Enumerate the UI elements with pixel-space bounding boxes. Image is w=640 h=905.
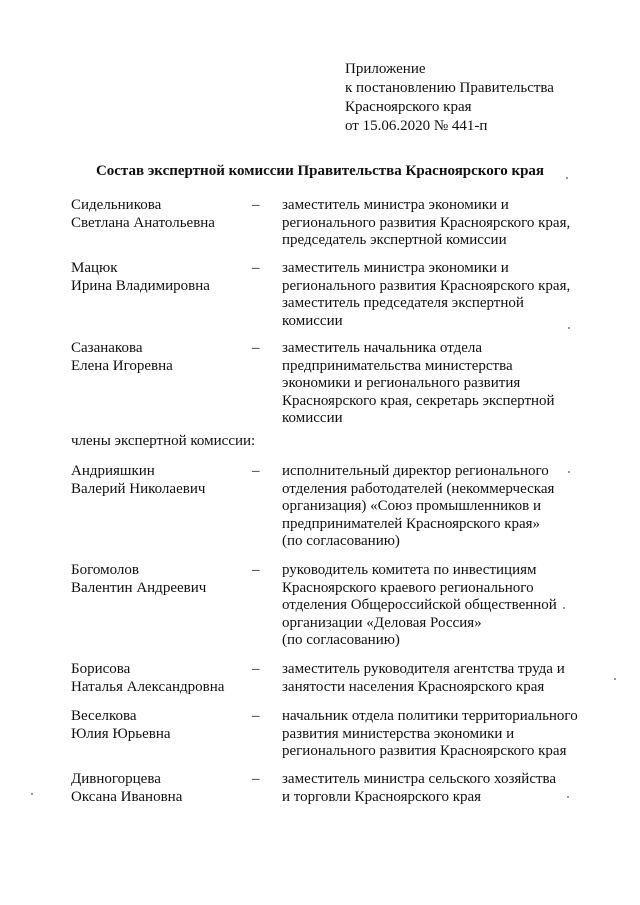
document-title: Состав экспертной комиссии Правительства Красноярского края xyxy=(95,163,545,179)
dash: – xyxy=(252,708,260,724)
scan-speck xyxy=(567,796,569,798)
approval-line: Приложение xyxy=(345,61,426,77)
member-role: заместитель министра сельского хозяйства и торговли Красноярского края xyxy=(282,771,557,805)
member-role: заместитель министра экономики и регионального развития Красноярского края, заместитель председателя экспертной комиссии xyxy=(282,260,571,329)
scan-speck xyxy=(31,793,33,795)
dash: – xyxy=(252,562,260,578)
member-role: руководитель комитета по инвестициям Красноярского краевого регионального отделения Общероссийской общественной организации «Деловая Россия» (по согласованию) xyxy=(282,562,557,648)
scan-speck xyxy=(568,471,570,473)
approval-line: Красноярского края xyxy=(345,99,472,115)
member-name: Андрияшкин Валерий Николаевич xyxy=(71,463,206,497)
dash: – xyxy=(252,463,260,479)
member-role: заместитель министра экономики и регионального развития Красноярского края, председатель экспертной комиссии xyxy=(282,197,571,248)
member-name: Веселкова Юлия Юрьевна xyxy=(71,708,171,742)
dash: – xyxy=(252,661,260,677)
dash: – xyxy=(252,260,260,276)
approval-line: к постановлению Правительства xyxy=(345,80,554,96)
scan-speck xyxy=(614,678,616,680)
member-name: Богомолов Валентин Андреевич xyxy=(71,562,207,596)
member-role: заместитель начальника отдела предпринимательства министерства экономики и регионального развития Красноярского края, секретарь экспертной комиссии xyxy=(282,340,555,426)
dash: – xyxy=(252,340,260,356)
scan-speck xyxy=(566,177,568,179)
member-role: исполнительный директор регионального отделения работодателей (некоммерческая организация) «Союз промышленников и предпринимателей Красноярского края» (по согласованию) xyxy=(282,463,555,549)
members-heading: члены экспертной комиссии: xyxy=(71,433,256,449)
member-role: начальник отдела политики территориального развития министерства экономики и регионального развития Красноярского края xyxy=(282,708,578,759)
approval-line: от 15.06.2020 № 441-п xyxy=(345,118,488,134)
member-name: Дивногорцева Оксана Ивановна xyxy=(71,771,183,805)
approval-block xyxy=(345,60,554,136)
scan-speck xyxy=(563,607,565,609)
member-name: Мацюк Ирина Владимировна xyxy=(71,260,210,294)
member-name: Борисова Наталья Александровна xyxy=(71,661,225,695)
dash: – xyxy=(252,197,260,213)
member-role: заместитель руководителя агентства труда и занятости населения Красноярского края xyxy=(282,661,565,695)
member-name: Сидельникова Светлана Анатольевна xyxy=(71,197,215,231)
dash: – xyxy=(252,771,260,787)
member-name: Сазанакова Елена Игоревна xyxy=(71,340,173,374)
scan-speck xyxy=(568,327,570,329)
